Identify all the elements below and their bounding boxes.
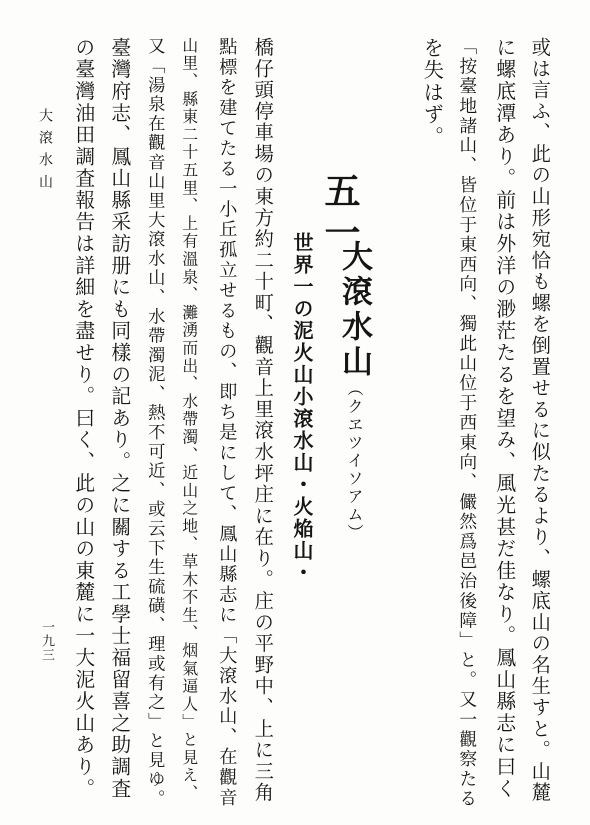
section-subtitle: 世界一の泥火山小滾水山・火焔山・ [290,232,314,584]
prev-paragraph-line: を失はず。 [420,37,445,149]
prev-paragraph-line: に螺底潭あり。前は外洋の渺茫たるを望み、風光甚だ佳なり。鳳山縣志に曰く [492,37,516,800]
body-paragraph-line: 山里、縣東二十五里、上有溫泉、灘湧而出、水帶濁、近山之地、草木不生、烟氣逼人」と見え、 [179,37,199,803]
section-title [336,240,372,542]
section-title-reading: （クヱツイソアム） [345,380,364,542]
body-paragraph-line: 點標を建てたる一小丘孤立せるもの、即ち是にして、鳳山縣志に「大滾水山、在觀音 [216,37,238,809]
body-paragraph-line: の臺灣油田調査報告は詳細を盡せり。曰く、此の山の東麓に一大泥火山あり。 [71,37,95,800]
body-paragraph-line: 又「湯泉在觀音山里大滾水山、水帶濁泥、熱不可近、或云下生硫磺、理或有之」と見ゆ。 [144,37,165,809]
section-title-text: 大滾水山 [336,240,372,380]
section-number: 五一 [319,172,361,256]
prev-paragraph-line: 或は言ふ、此の山形宛恰も螺を倒置せるに似たるより、螺底山の名生すと。山麓 [528,37,552,804]
body-paragraph-line: 橋仔頭停車場の東方約二十町、觀音上里滾水坪庄に在り。庄の平野中、上に三角 [251,37,275,804]
body-paragraph-line: 臺灣府志、鳳山縣采訪册にも同樣の記あり。之に關する工學士福留喜之助調査 [107,37,131,800]
running-head: 大滾水山 [37,108,53,196]
prev-paragraph-line: 「按臺地諸山、皆位于東西向、獨此山位于西東向、儼然爲邑治後障」と。又一觀察たる [456,37,478,809]
page-number: 一九三 [39,620,54,662]
